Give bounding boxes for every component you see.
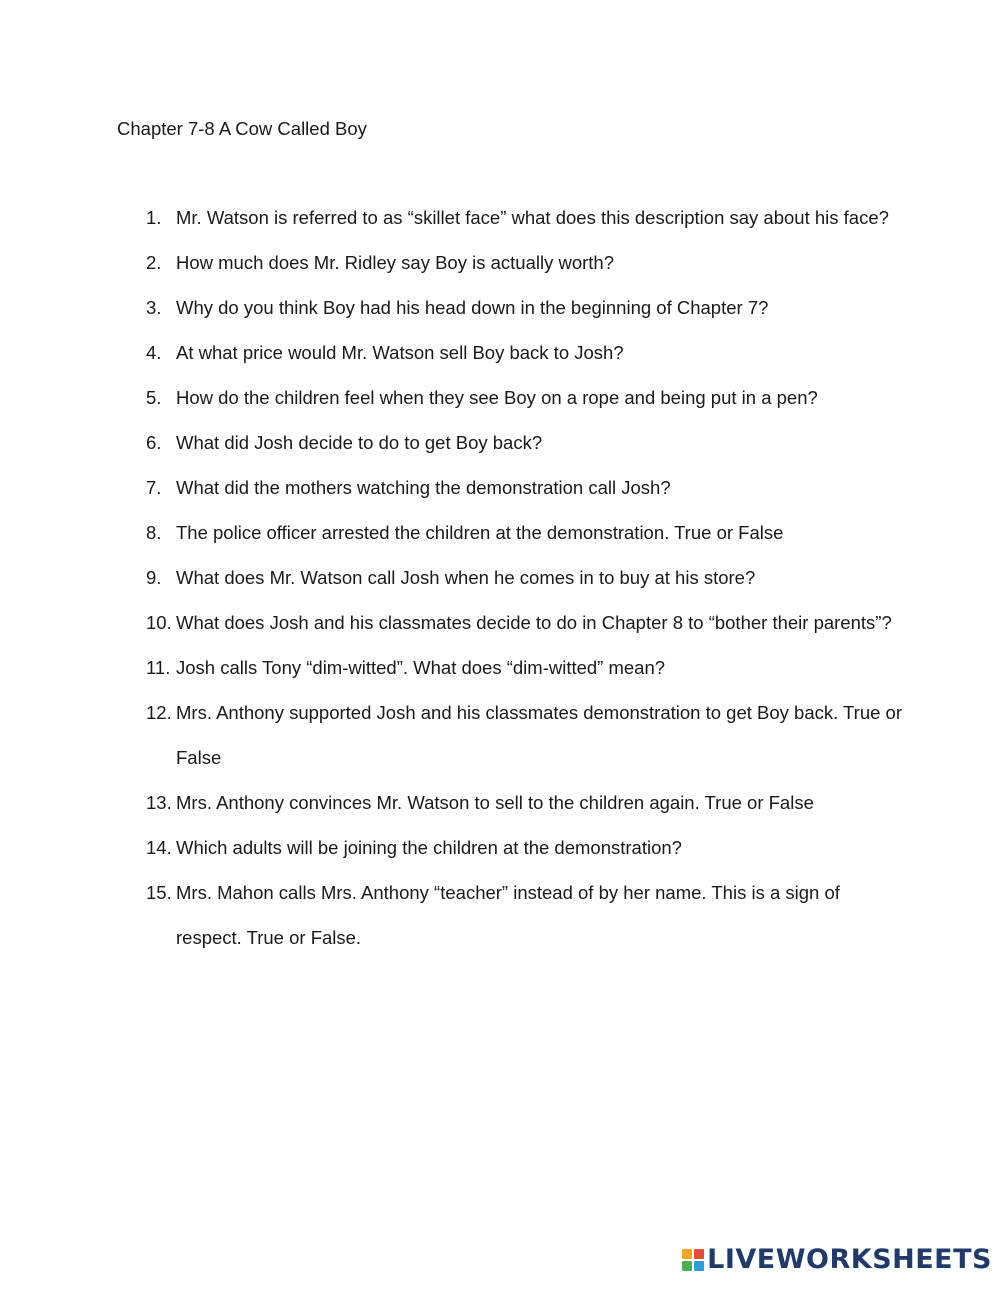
question-text: Mrs. Anthony supported Josh and his classmates demonstration to get Boy back. True or False xyxy=(176,702,902,768)
question-number: 6. xyxy=(146,432,162,453)
question-text: Why do you think Boy had his head down in the beginning of Chapter 7? xyxy=(176,297,769,318)
question-item xyxy=(146,690,906,780)
question-text: The police officer arrested the children at the demonstration. True or False xyxy=(176,522,784,543)
question-number: 4. xyxy=(146,342,162,363)
question-text: How do the children feel when they see Boy on a rope and being put in a pen? xyxy=(176,387,818,408)
question-number: 15. xyxy=(146,882,172,903)
question-number: 9. xyxy=(146,567,162,588)
question-item xyxy=(146,240,906,285)
question-text: Which adults will be joining the children at the demonstration? xyxy=(176,837,682,858)
question-text: What does Josh and his classmates decide to do in Chapter 8 to “bother their parents”? xyxy=(176,612,892,633)
question-item xyxy=(146,420,906,465)
logo-block xyxy=(694,1261,704,1271)
logo-text: LIVEWORKSHEETS xyxy=(707,1244,992,1275)
logo-block xyxy=(682,1261,692,1271)
logo-block xyxy=(694,1249,704,1259)
question-text: What did Josh decide to do to get Boy back? xyxy=(176,432,543,453)
question-text: Mrs. Mahon calls Mrs. Anthony “teacher” instead of by her name. This is a sign of respect. True or False. xyxy=(176,882,840,948)
question-number: 8. xyxy=(146,522,162,543)
question-number: 10. xyxy=(146,612,172,633)
question-number: 14. xyxy=(146,837,172,858)
question-number: 13. xyxy=(146,792,172,813)
question-text: How much does Mr. Ridley say Boy is actually worth? xyxy=(176,252,615,273)
question-text: At what price would Mr. Watson sell Boy back to Josh? xyxy=(176,342,624,363)
question-item xyxy=(146,600,906,645)
question-text: Mr. Watson is referred to as “skillet face” what does this description say about his face? xyxy=(176,207,889,228)
liveworksheets-logo[interactable] xyxy=(682,1243,992,1277)
question-number: 5. xyxy=(146,387,162,408)
question-item xyxy=(146,330,906,375)
question-item xyxy=(146,870,906,960)
question-number: 7. xyxy=(146,477,162,498)
question-number: 3. xyxy=(146,297,162,318)
question-item xyxy=(146,465,906,510)
question-number: 2. xyxy=(146,252,162,273)
logo-block xyxy=(682,1249,692,1259)
question-item xyxy=(146,285,906,330)
question-item xyxy=(146,780,906,825)
question-item xyxy=(146,195,906,240)
logo-blocks-icon xyxy=(682,1249,704,1271)
question-text: Mrs. Anthony convinces Mr. Watson to sell to the children again. True or False xyxy=(176,792,814,813)
question-item xyxy=(146,510,906,555)
question-list xyxy=(146,195,906,960)
question-item xyxy=(146,825,906,870)
question-item xyxy=(146,375,906,420)
question-item xyxy=(146,555,906,600)
question-number: 1. xyxy=(146,207,162,228)
page-title: Chapter 7-8 A Cow Called Boy xyxy=(117,118,367,139)
question-text: What did the mothers watching the demonstration call Josh? xyxy=(176,477,671,498)
question-text: Josh calls Tony “dim-witted”. What does “dim-witted” mean? xyxy=(176,657,666,678)
question-number: 11. xyxy=(146,657,171,678)
question-item xyxy=(146,645,906,690)
question-text: What does Mr. Watson call Josh when he comes in to buy at his store? xyxy=(176,567,756,588)
question-number: 12. xyxy=(146,702,172,723)
